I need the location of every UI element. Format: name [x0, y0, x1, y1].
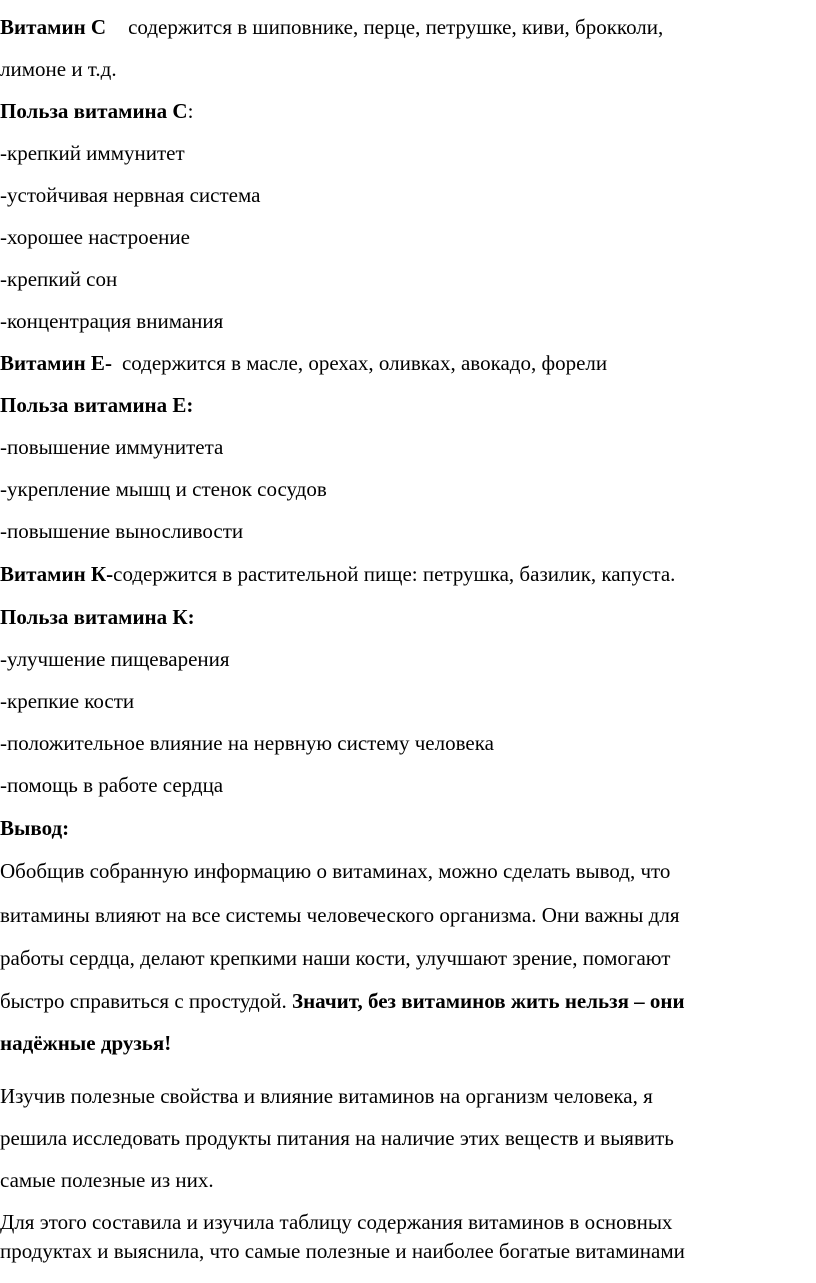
vitamin-k-benefit-heading: Польза витамина К: — [0, 605, 195, 629]
conclusion-line: Обобщив собранную информацию о витаминах, можно сделать вывод, что — [0, 859, 671, 883]
vitamin-k-sources-line — [0, 564, 675, 585]
list-item: -положительное влияние на нервную систему человека — [0, 731, 494, 755]
vitamin-e-benefit-heading: Польза витамина Е: — [0, 393, 194, 417]
list-item: -устойчивая нервная система — [0, 183, 261, 207]
vitamin-e-sources-text: содержится в масле, орехах, оливках, авокадо, форели — [121, 351, 608, 375]
list-item: -укрепление мышц и стенок сосудов — [0, 477, 327, 501]
conclusion-line-4-text: быстро справиться с простудой. — [0, 989, 287, 1013]
list-item: -концентрация внимания — [0, 309, 224, 333]
vitamin-c-sources-line-1 — [0, 17, 663, 38]
vitamin-c-benefit-heading: Польза витамина С — [0, 99, 188, 123]
list-item: -крепкий сон — [0, 267, 118, 291]
conclusion-emphasis: Значит, без витаминов жить нельзя – они — [291, 989, 685, 1013]
vitamin-e-heading: Витамин Е- — [0, 351, 112, 375]
list-item: -хорошее настроение — [0, 225, 190, 249]
list-item: -крепкий иммунитет — [0, 141, 185, 165]
paragraph-line: продуктах и выяснила, что самые полезные и наиболее богатые витаминами — [0, 1239, 685, 1263]
conclusion-heading: Вывод: — [0, 816, 70, 840]
conclusion-line: работы сердца, делают крепкими наши кости, улучшают зрение, помогают — [0, 946, 671, 970]
list-item: -крепкие кости — [0, 689, 135, 713]
list-item: -повышение иммунитета — [0, 435, 224, 459]
paragraph-line: решила исследовать продукты питания на наличие этих веществ и выявить — [0, 1126, 674, 1150]
vitamin-k-heading: Витамин К- — [0, 562, 114, 586]
list-item: -повышение выносливости — [0, 519, 244, 543]
paragraph-line: Для этого составила и изучила таблицу содержания витаминов в основных — [0, 1210, 673, 1234]
conclusion-line: витамины влияют на все системы человеческого организма. Они важны для — [0, 903, 680, 927]
vitamin-c-heading: Витамин С — [0, 15, 107, 39]
vitamin-e-sources-line — [0, 353, 607, 374]
paragraph-line: Изучив полезные свойства и влияние витаминов на организм человека, я — [0, 1084, 653, 1108]
list-item: -помощь в работе сердца — [0, 773, 224, 797]
vitamin-k-sources-text: содержится в растительной пище: петрушка, базилик, капуста. — [113, 562, 676, 586]
vitamin-c-sources-text-1: содержится в шиповнике, перце, петрушке, киви, брокколи, — [128, 15, 664, 39]
conclusion-line-4 — [0, 991, 685, 1012]
conclusion-emphasis-line-2: надёжные друзья! — [0, 1031, 172, 1055]
vitamin-c-benefit-colon: : — [187, 99, 194, 123]
list-item: -улучшение пищеварения — [0, 647, 230, 671]
paragraph-line: самые полезные из них. — [0, 1168, 214, 1192]
vitamin-c-sources-line-2: лимоне и т.д. — [0, 57, 117, 81]
vitamin-c-benefit-heading-line — [0, 101, 193, 122]
